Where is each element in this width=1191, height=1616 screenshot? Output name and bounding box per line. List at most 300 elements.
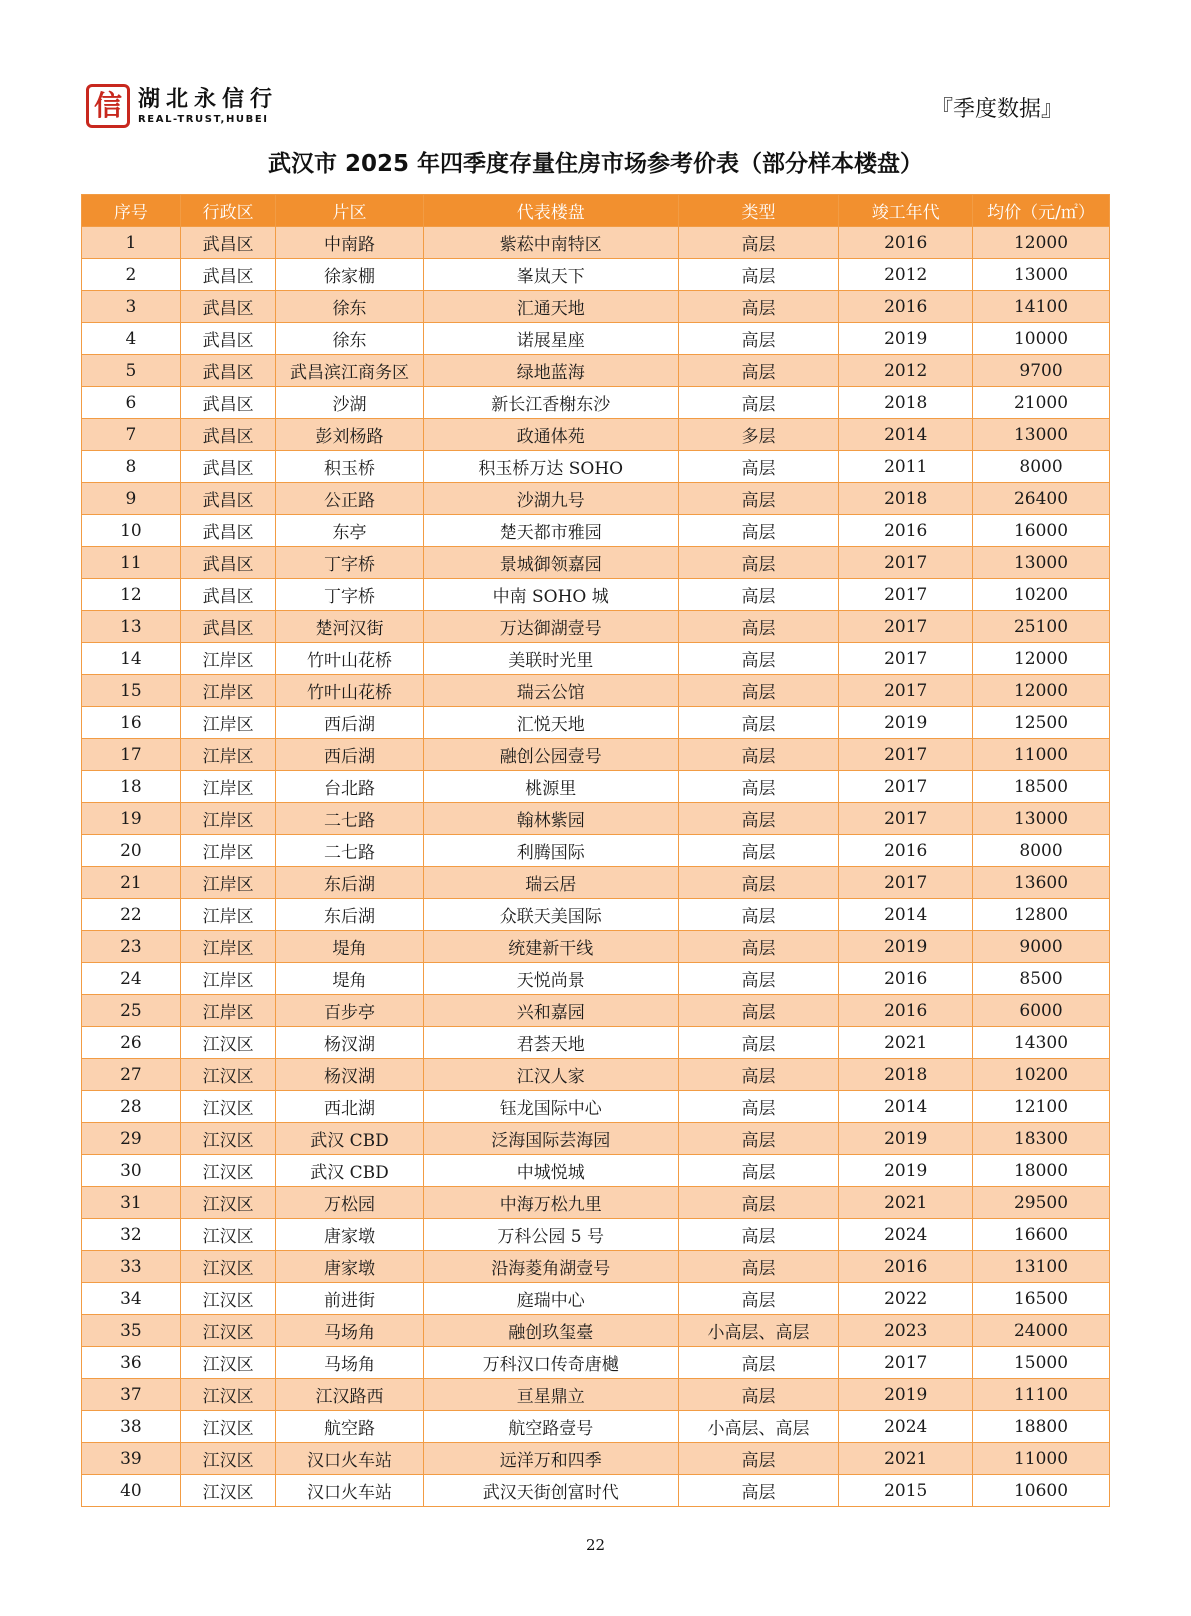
cell-project: 远洋万和四季 [423, 1443, 678, 1475]
cell-district: 江岸区 [180, 643, 276, 675]
cell-type: 高层 [678, 1475, 839, 1507]
cell-index: 4 [82, 323, 181, 355]
cell-index: 19 [82, 803, 181, 835]
cell-project: 武汉天街创富时代 [423, 1475, 678, 1507]
header-index: 序号 [82, 195, 181, 227]
cell-price: 13000 [973, 259, 1110, 291]
cell-district: 江汉区 [180, 1187, 276, 1219]
cell-area: 杨汊湖 [276, 1027, 423, 1059]
cell-price: 12800 [973, 899, 1110, 931]
table-row [82, 899, 1110, 931]
cell-project: 万达御湖壹号 [423, 611, 678, 643]
cell-year: 2018 [839, 483, 973, 515]
cell-area: 沙湖 [276, 387, 423, 419]
cell-index: 32 [82, 1219, 181, 1251]
cell-year: 2022 [839, 1283, 973, 1315]
cell-price: 13100 [973, 1251, 1110, 1283]
table-row [82, 515, 1110, 547]
cell-year: 2023 [839, 1315, 973, 1347]
cell-year: 2014 [839, 899, 973, 931]
cell-index: 16 [82, 707, 181, 739]
cell-type: 高层 [678, 611, 839, 643]
cell-index: 1 [82, 227, 181, 259]
cell-district: 江汉区 [180, 1379, 276, 1411]
header-price: 均价（元/㎡） [973, 195, 1110, 227]
cell-type: 高层 [678, 1283, 839, 1315]
cell-index: 26 [82, 1027, 181, 1059]
cell-district: 武昌区 [180, 515, 276, 547]
cell-price: 13000 [973, 419, 1110, 451]
cell-area: 汉口火车站 [276, 1443, 423, 1475]
cell-type: 高层 [678, 1379, 839, 1411]
table-row [82, 963, 1110, 995]
cell-year: 2015 [839, 1475, 973, 1507]
cell-price: 25100 [973, 611, 1110, 643]
cell-type: 高层 [678, 739, 839, 771]
cell-type: 高层 [678, 899, 839, 931]
cell-project: 汇悦天地 [423, 707, 678, 739]
table-row [82, 995, 1110, 1027]
logo-chinese-name: 湖北永信行 [138, 86, 279, 112]
cell-type: 高层 [678, 835, 839, 867]
cell-type: 高层 [678, 963, 839, 995]
cell-type: 高层 [678, 323, 839, 355]
cell-project: 美联时光里 [423, 643, 678, 675]
cell-price: 9000 [973, 931, 1110, 963]
table-row [82, 323, 1110, 355]
cell-index: 17 [82, 739, 181, 771]
table-row [82, 707, 1110, 739]
cell-type: 高层 [678, 1059, 839, 1091]
cell-area: 马场角 [276, 1315, 423, 1347]
cell-type: 高层 [678, 1251, 839, 1283]
cell-project: 钰龙国际中心 [423, 1091, 678, 1123]
cell-index: 15 [82, 675, 181, 707]
cell-project: 融创公园壹号 [423, 739, 678, 771]
cell-price: 14100 [973, 291, 1110, 323]
cell-type: 高层 [678, 867, 839, 899]
cell-project: 中南 SOHO 城 [423, 579, 678, 611]
cell-price: 8500 [973, 963, 1110, 995]
table-row [82, 1187, 1110, 1219]
cell-area: 彭刘杨路 [276, 419, 423, 451]
cell-project: 融创玖玺臺 [423, 1315, 678, 1347]
cell-project: 中海万松九里 [423, 1187, 678, 1219]
cell-district: 武昌区 [180, 291, 276, 323]
cell-price: 18800 [973, 1411, 1110, 1443]
cell-type: 高层 [678, 995, 839, 1027]
cell-area: 堤角 [276, 963, 423, 995]
cell-district: 江汉区 [180, 1283, 276, 1315]
cell-area: 汉口火车站 [276, 1475, 423, 1507]
cell-year: 2019 [839, 707, 973, 739]
header-project: 代表楼盘 [423, 195, 678, 227]
cell-district: 江汉区 [180, 1027, 276, 1059]
cell-project: 紫菘中南特区 [423, 227, 678, 259]
cell-district: 武昌区 [180, 611, 276, 643]
cell-type: 高层 [678, 387, 839, 419]
cell-project: 瑞云公馆 [423, 675, 678, 707]
cell-year: 2019 [839, 323, 973, 355]
cell-district: 江汉区 [180, 1155, 276, 1187]
cell-type: 高层 [678, 803, 839, 835]
cell-area: 二七路 [276, 803, 423, 835]
table-row [82, 611, 1110, 643]
cell-index: 21 [82, 867, 181, 899]
cell-project: 君荟天地 [423, 1027, 678, 1059]
cell-area: 马场角 [276, 1347, 423, 1379]
cell-area: 前进街 [276, 1283, 423, 1315]
cell-price: 13000 [973, 803, 1110, 835]
cell-index: 14 [82, 643, 181, 675]
cell-area: 江汉路西 [276, 1379, 423, 1411]
page-number: 22 [585, 1536, 606, 1554]
cell-district: 江岸区 [180, 899, 276, 931]
cell-index: 31 [82, 1187, 181, 1219]
cell-index: 18 [82, 771, 181, 803]
cell-price: 18500 [973, 771, 1110, 803]
cell-type: 高层 [678, 1219, 839, 1251]
cell-project: 统建新干线 [423, 931, 678, 963]
cell-price: 13000 [973, 547, 1110, 579]
cell-price: 10200 [973, 1059, 1110, 1091]
table-row [82, 1315, 1110, 1347]
cell-district: 江岸区 [180, 707, 276, 739]
cell-area: 西北湖 [276, 1091, 423, 1123]
table-row [82, 1155, 1110, 1187]
cell-district: 江汉区 [180, 1219, 276, 1251]
cell-project: 沙湖九号 [423, 483, 678, 515]
cell-type: 高层 [678, 483, 839, 515]
cell-price: 10200 [973, 579, 1110, 611]
cell-district: 江岸区 [180, 771, 276, 803]
cell-price: 18000 [973, 1155, 1110, 1187]
cell-index: 23 [82, 931, 181, 963]
cell-price: 14300 [973, 1027, 1110, 1059]
cell-project: 瑞云居 [423, 867, 678, 899]
table-row [82, 803, 1110, 835]
cell-price: 12000 [973, 675, 1110, 707]
cell-type: 高层 [678, 259, 839, 291]
cell-index: 29 [82, 1123, 181, 1155]
cell-area: 堤角 [276, 931, 423, 963]
cell-year: 2024 [839, 1411, 973, 1443]
cell-area: 东后湖 [276, 899, 423, 931]
cell-year: 2021 [839, 1187, 973, 1219]
cell-area: 西后湖 [276, 739, 423, 771]
cell-type: 高层 [678, 1187, 839, 1219]
cell-type: 高层 [678, 1123, 839, 1155]
cell-index: 38 [82, 1411, 181, 1443]
cell-type: 高层 [678, 1155, 839, 1187]
cell-index: 35 [82, 1315, 181, 1347]
cell-index: 30 [82, 1155, 181, 1187]
cell-index: 39 [82, 1443, 181, 1475]
cell-year: 2024 [839, 1219, 973, 1251]
section-tag: 『季度数据』 [930, 97, 1063, 122]
table-row [82, 1283, 1110, 1315]
cell-type: 高层 [678, 451, 839, 483]
cell-district: 江汉区 [180, 1123, 276, 1155]
cell-price: 10000 [973, 323, 1110, 355]
cell-price: 16600 [973, 1219, 1110, 1251]
table-row [82, 675, 1110, 707]
cell-project: 沿海菱角湖壹号 [423, 1251, 678, 1283]
cell-index: 33 [82, 1251, 181, 1283]
cell-project: 景城御领嘉园 [423, 547, 678, 579]
cell-type: 小高层、高层 [678, 1315, 839, 1347]
cell-district: 武昌区 [180, 579, 276, 611]
cell-index: 10 [82, 515, 181, 547]
cell-area: 徐东 [276, 291, 423, 323]
cell-index: 25 [82, 995, 181, 1027]
cell-index: 40 [82, 1475, 181, 1507]
cell-index: 28 [82, 1091, 181, 1123]
cell-index: 20 [82, 835, 181, 867]
cell-year: 2017 [839, 867, 973, 899]
table-row [82, 1027, 1110, 1059]
cell-district: 武昌区 [180, 483, 276, 515]
cell-year: 2021 [839, 1027, 973, 1059]
table-row [82, 387, 1110, 419]
cell-type: 多层 [678, 419, 839, 451]
cell-type: 高层 [678, 707, 839, 739]
cell-year: 2017 [839, 739, 973, 771]
cell-index: 2 [82, 259, 181, 291]
cell-index: 27 [82, 1059, 181, 1091]
table-row [82, 1091, 1110, 1123]
cell-type: 高层 [678, 579, 839, 611]
table-row [82, 1475, 1110, 1507]
table-row [82, 1347, 1110, 1379]
cell-price: 10600 [973, 1475, 1110, 1507]
cell-price: 12100 [973, 1091, 1110, 1123]
cell-area: 二七路 [276, 835, 423, 867]
logo-english-name: REAL-TRUST,HUBEI [138, 113, 269, 125]
cell-price: 12000 [973, 643, 1110, 675]
cell-area: 航空路 [276, 1411, 423, 1443]
cell-district: 武昌区 [180, 355, 276, 387]
cell-year: 2016 [839, 963, 973, 995]
cell-project: 庭瑞中心 [423, 1283, 678, 1315]
cell-year: 2019 [839, 1379, 973, 1411]
cell-area: 丁字桥 [276, 547, 423, 579]
cell-price: 11100 [973, 1379, 1110, 1411]
cell-year: 2016 [839, 227, 973, 259]
cell-area: 唐家墩 [276, 1219, 423, 1251]
cell-district: 江岸区 [180, 867, 276, 899]
cell-price: 11000 [973, 739, 1110, 771]
cell-price: 24000 [973, 1315, 1110, 1347]
cell-area: 东后湖 [276, 867, 423, 899]
table-row [82, 1123, 1110, 1155]
cell-district: 江汉区 [180, 1315, 276, 1347]
cell-year: 2019 [839, 931, 973, 963]
cell-district: 武昌区 [180, 419, 276, 451]
cell-year: 2017 [839, 547, 973, 579]
cell-type: 高层 [678, 515, 839, 547]
cell-type: 高层 [678, 1347, 839, 1379]
cell-price: 29500 [973, 1187, 1110, 1219]
cell-area: 丁字桥 [276, 579, 423, 611]
cell-year: 2016 [839, 835, 973, 867]
cell-price: 6000 [973, 995, 1110, 1027]
logo-text [138, 87, 278, 126]
cell-district: 江汉区 [180, 1443, 276, 1475]
cell-price: 12000 [973, 227, 1110, 259]
cell-district: 武昌区 [180, 387, 276, 419]
cell-project: 亘星鼎立 [423, 1379, 678, 1411]
cell-year: 2017 [839, 771, 973, 803]
cell-price: 16000 [973, 515, 1110, 547]
cell-type: 小高层、高层 [678, 1411, 839, 1443]
cell-type: 高层 [678, 1443, 839, 1475]
cell-project: 政通体苑 [423, 419, 678, 451]
header-year: 竣工年代 [839, 195, 973, 227]
table-row [82, 579, 1110, 611]
table-row [82, 451, 1110, 483]
cell-area: 徐东 [276, 323, 423, 355]
cell-area: 公正路 [276, 483, 423, 515]
cell-year: 2014 [839, 419, 973, 451]
cell-index: 11 [82, 547, 181, 579]
cell-type: 高层 [678, 931, 839, 963]
cell-year: 2018 [839, 387, 973, 419]
cell-project: 绿地蓝海 [423, 355, 678, 387]
cell-project: 万科公园 5 号 [423, 1219, 678, 1251]
table-row [82, 931, 1110, 963]
cell-year: 2016 [839, 995, 973, 1027]
cell-project: 泛海国际芸海园 [423, 1123, 678, 1155]
cell-district: 江岸区 [180, 835, 276, 867]
header-district: 行政区 [180, 195, 276, 227]
cell-project: 峯岚天下 [423, 259, 678, 291]
cell-index: 24 [82, 963, 181, 995]
cell-year: 2019 [839, 1155, 973, 1187]
cell-index: 37 [82, 1379, 181, 1411]
table-row [82, 1443, 1110, 1475]
table-row [82, 835, 1110, 867]
cell-price: 15000 [973, 1347, 1110, 1379]
cell-district: 江岸区 [180, 739, 276, 771]
cell-area: 武昌滨江商务区 [276, 355, 423, 387]
cell-index: 12 [82, 579, 181, 611]
cell-area: 西后湖 [276, 707, 423, 739]
cell-area: 武汉 CBD [276, 1155, 423, 1187]
cell-project: 楚天都市雅园 [423, 515, 678, 547]
cell-district: 江汉区 [180, 1475, 276, 1507]
cell-type: 高层 [678, 355, 839, 387]
cell-price: 11000 [973, 1443, 1110, 1475]
cell-type: 高层 [678, 547, 839, 579]
cell-district: 江汉区 [180, 1091, 276, 1123]
cell-year: 2017 [839, 675, 973, 707]
cell-price: 26400 [973, 483, 1110, 515]
cell-project: 航空路壹号 [423, 1411, 678, 1443]
table-row [82, 1411, 1110, 1443]
cell-area: 竹叶山花桥 [276, 675, 423, 707]
cell-project: 天悦尚景 [423, 963, 678, 995]
cell-price: 13600 [973, 867, 1110, 899]
cell-price: 8000 [973, 451, 1110, 483]
table-row [82, 227, 1110, 259]
table-row [82, 771, 1110, 803]
cell-year: 2014 [839, 1091, 973, 1123]
cell-type: 高层 [678, 227, 839, 259]
cell-type: 高层 [678, 1027, 839, 1059]
cell-price: 12500 [973, 707, 1110, 739]
cell-district: 江岸区 [180, 995, 276, 1027]
table-row [82, 1059, 1110, 1091]
table-body [82, 227, 1110, 1507]
cell-year: 2017 [839, 803, 973, 835]
cell-year: 2011 [839, 451, 973, 483]
cell-price: 16500 [973, 1283, 1110, 1315]
cell-price: 18300 [973, 1123, 1110, 1155]
cell-index: 34 [82, 1283, 181, 1315]
cell-project: 兴和嘉园 [423, 995, 678, 1027]
table-row [82, 259, 1110, 291]
cell-year: 2016 [839, 1251, 973, 1283]
cell-year: 2012 [839, 259, 973, 291]
cell-index: 9 [82, 483, 181, 515]
cell-district: 江汉区 [180, 1347, 276, 1379]
table-row [82, 1251, 1110, 1283]
cell-district: 江汉区 [180, 1251, 276, 1283]
cell-type: 高层 [678, 1091, 839, 1123]
cell-index: 22 [82, 899, 181, 931]
cell-district: 武昌区 [180, 259, 276, 291]
cell-district: 江岸区 [180, 931, 276, 963]
cell-year: 2017 [839, 643, 973, 675]
cell-project: 积玉桥万达 SOHO [423, 451, 678, 483]
cell-district: 江岸区 [180, 803, 276, 835]
cell-area: 楚河汉街 [276, 611, 423, 643]
cell-year: 2017 [839, 611, 973, 643]
cell-index: 36 [82, 1347, 181, 1379]
cell-index: 8 [82, 451, 181, 483]
company-logo [86, 82, 278, 130]
cell-project: 中城悦城 [423, 1155, 678, 1187]
cell-type: 高层 [678, 675, 839, 707]
cell-project: 翰林紫园 [423, 803, 678, 835]
cell-district: 武昌区 [180, 323, 276, 355]
cell-price: 21000 [973, 387, 1110, 419]
cell-project: 江汉人家 [423, 1059, 678, 1091]
cell-project: 新长江香榭东沙 [423, 387, 678, 419]
cell-project: 利腾国际 [423, 835, 678, 867]
cell-project: 诺展星座 [423, 323, 678, 355]
table-row [82, 1379, 1110, 1411]
cell-price: 8000 [973, 835, 1110, 867]
table-row [82, 867, 1110, 899]
page-title: 武汉市 2025 年四季度存量住房市场参考价表（部分样本楼盘） [267, 151, 924, 177]
header-type: 类型 [678, 195, 839, 227]
cell-type: 高层 [678, 291, 839, 323]
cell-index: 6 [82, 387, 181, 419]
cell-price: 9700 [973, 355, 1110, 387]
logo-seal-glyph: 信 [93, 89, 122, 122]
cell-district: 武昌区 [180, 451, 276, 483]
cell-project: 万科汉口传奇唐樾 [423, 1347, 678, 1379]
cell-area: 台北路 [276, 771, 423, 803]
cell-area: 东亭 [276, 515, 423, 547]
cell-district: 江汉区 [180, 1411, 276, 1443]
cell-project: 众联天美国际 [423, 899, 678, 931]
cell-year: 2017 [839, 1347, 973, 1379]
cell-area: 百步亭 [276, 995, 423, 1027]
cell-area: 唐家墩 [276, 1251, 423, 1283]
